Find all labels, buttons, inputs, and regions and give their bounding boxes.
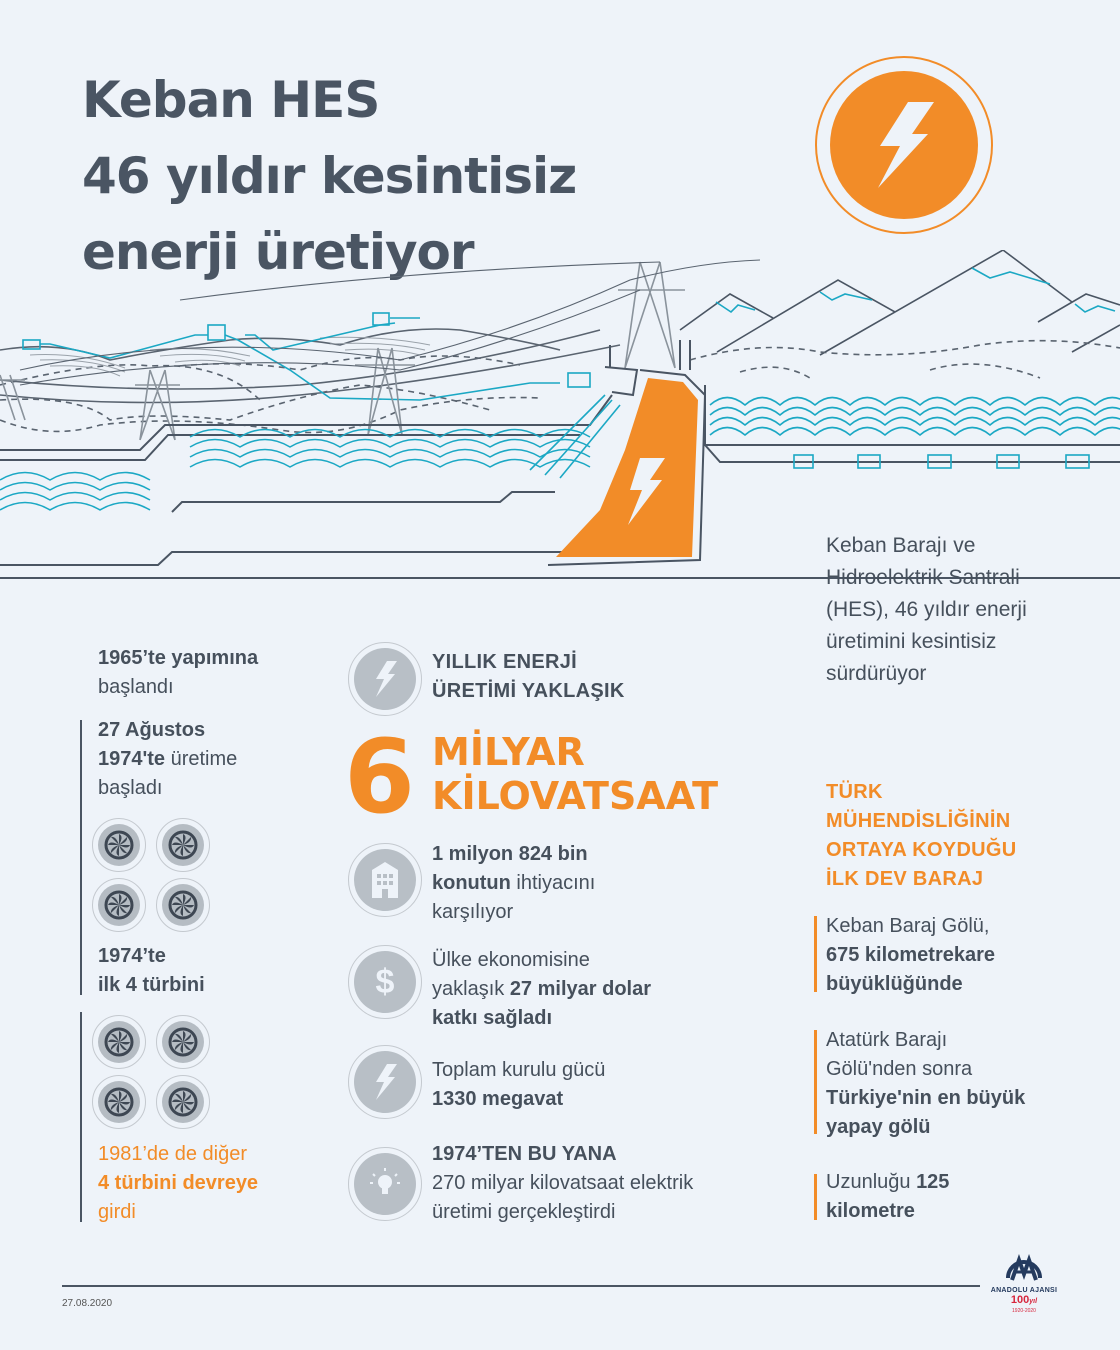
turbine-icon: [92, 878, 146, 932]
lightning-icon: [830, 71, 978, 219]
annual-energy-icon: [348, 642, 422, 716]
timeline-item-1965: 1965’te yapımına başlandı: [98, 647, 259, 698]
fact-length: Uzunluğu 125 kilometre: [826, 1171, 950, 1222]
footer-divider: [62, 1285, 980, 1287]
fact-lake-size: Keban Baraj Gölü, 675 kilometrekare büyüklüğünde: [826, 915, 996, 995]
economy-stat: Ülke ekonomisine yaklaşık 27 milyar dolar katkı sağladı: [432, 949, 651, 1029]
capacity-stat: Toplam kurulu gücü 1330 megavat: [432, 1059, 606, 1110]
lightning-icon: [354, 1051, 416, 1113]
production-stat-icon: [348, 1147, 422, 1221]
turbine-icon: [156, 878, 210, 932]
fact-marker: [814, 1174, 817, 1220]
title-line-1: Keban HES: [82, 71, 380, 129]
timeline-item-1981: 1981’de de diğer 4 türbini devreye girdi: [98, 1143, 259, 1223]
anadolu-logo: ANADOLU AJANSI 100yıl 1920-2020: [984, 1248, 1064, 1314]
turbine-icon: [156, 1075, 210, 1129]
homes-stat: 1 milyon 824 bin konutun ihtiyacını karşılıyor: [432, 843, 596, 923]
capacity-stat-icon: [348, 1045, 422, 1119]
turbines-1981: [92, 1015, 214, 1129]
building-icon: [354, 849, 416, 911]
anniversary-mark: 100yıl: [1010, 1294, 1038, 1306]
timeline-divider: [80, 720, 82, 995]
lightning-icon: [354, 648, 416, 710]
fact-marker: [814, 1030, 817, 1134]
homes-stat-icon: [348, 843, 422, 917]
lightbulb-icon: [354, 1153, 416, 1215]
energy-badge: [815, 56, 993, 234]
big-number: 6: [344, 718, 415, 837]
fact-marker: [814, 916, 817, 992]
production-stat: 1974’TEN BU YANA 270 milyar kilovatsaat elektrik üretimi gerçekleştirdi: [432, 1143, 694, 1223]
title-line-2: 46 yıldır kesintisiz: [82, 147, 577, 205]
turbine-icon: [92, 818, 146, 872]
turbine-icon: [156, 818, 210, 872]
turbine-icon: [156, 1015, 210, 1069]
dollar-icon: $: [354, 951, 416, 1013]
publish-date: 27.08.2020: [62, 1298, 113, 1309]
annual-energy-label: YILLIK ENERJİ ÜRETİMİ YAKLAŞIK: [432, 651, 625, 702]
fact-lake-rank: Atatürk Barajı Gölü'nden sonra Türkiye'nin en büyük yapay gölü: [826, 1029, 1026, 1138]
big-unit: MİLYAR KİLOVATSAAT: [432, 730, 719, 818]
turbines-1974: [92, 818, 214, 932]
aa-logo-icon: [1004, 1248, 1044, 1282]
title-line-3: enerji üretiyor: [82, 223, 474, 281]
right-heading: TÜRK MÜHENDİSLİĞİNİN ORTAYA KOYDUĞU İLK DEV BARAJ: [826, 781, 1017, 890]
timeline-divider: [80, 1012, 82, 1222]
timeline-item-1974-start: 27 Ağustos 1974'te üretime başladı: [98, 719, 238, 799]
economy-stat-icon: [348, 945, 422, 1019]
turbine-icon: [92, 1015, 146, 1069]
intro-text: Keban Barajı ve Hidroelektrik Santrali (HES), 46 yıldır enerji üretimini kesintisiz sürdürüyor: [826, 534, 1027, 685]
turbine-icon: [92, 1075, 146, 1129]
timeline-item-1974-turbines: 1974’te ilk 4 türbini: [98, 945, 205, 996]
